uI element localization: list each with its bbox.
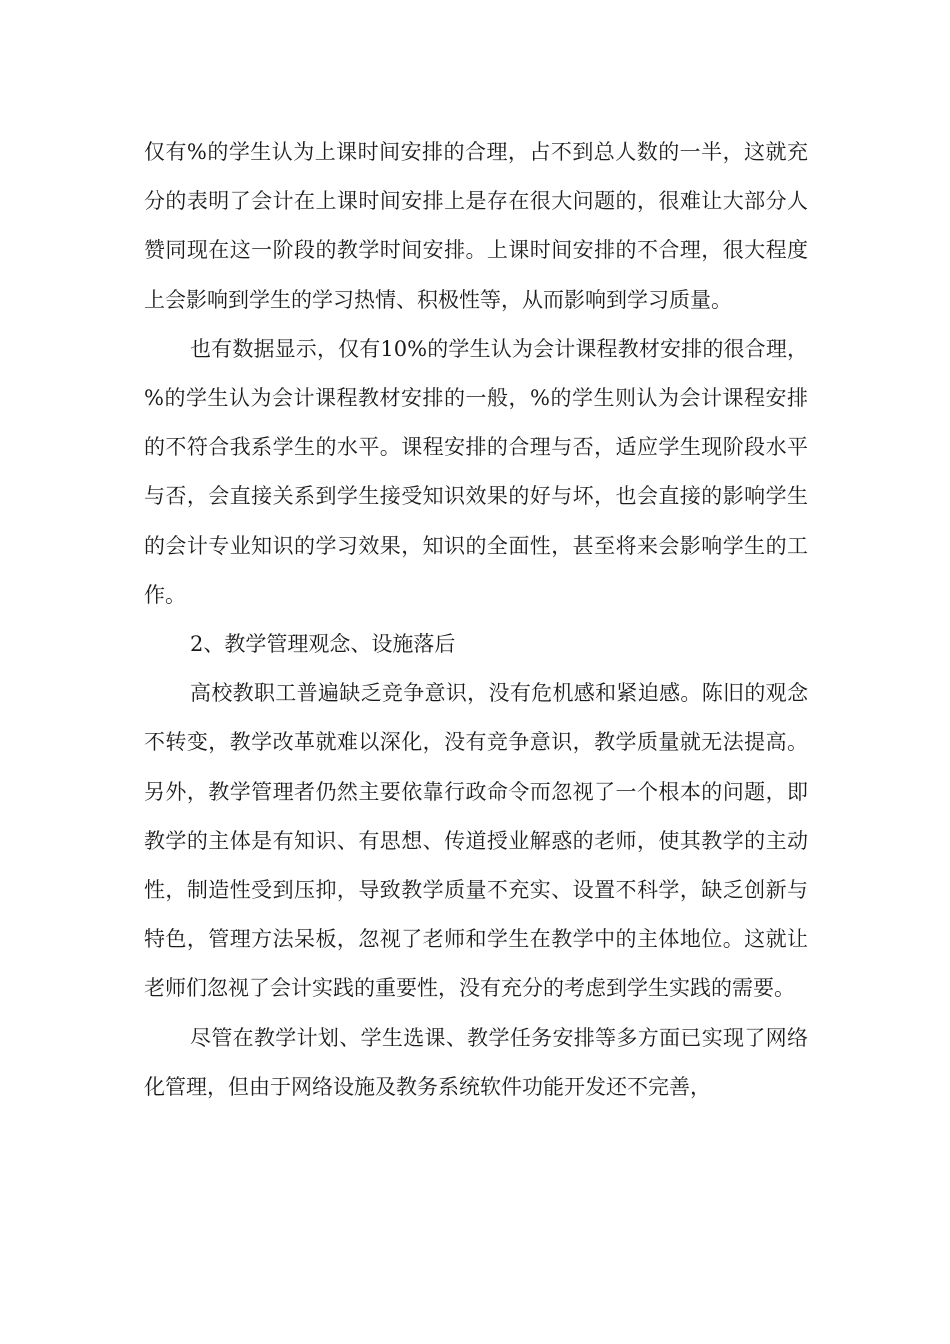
document-body [144, 128, 808, 1112]
paragraph-competition-awareness: 高校教职工普遍缺乏竞争意识，没有危机感和紧迫感。陈旧的观念不转变，教学改革就难以深化，没有竞争意识，教学质量就无法提高。另外，教学管理者仍然主要依靠行政命令而忽视了一个根本的问题，即教学的主体是有知识、有思想、传道授业解惑的老师，使其教学的主动性，制造性受到压抑，导致教学质量不充实、设置不科学，缺乏创新与特色，管理方法呆板，忽视了老师和学生在教学中的主体地位。这就让老师们忽视了会计实践的重要性，没有充分的考虑到学生实践的需要。 [144, 681, 808, 1001]
paragraph-textbook-data: 也有数据显示，仅有10%的学生认为会计课程教材安排的很合理，%的学生认为会计课程教材安排的一般，%的学生则认为会计课程安排的不符合我系学生的水平。课程安排的合理与否，适应学生现阶段水平与否，会直接关系到学生接受知识效果的好与坏，也会直接的影响学生的会计专业知识的学习效果，知识的全面性，甚至将来会影响学生的工作。 [144, 336, 808, 607]
section-heading-management: 2、教学管理观念、设施落后 [190, 632, 456, 657]
paragraph-class-time: 仅有%的学生认为上课时间安排的合理，占不到总人数的一半，这就充分的表明了会计在上课时间安排上是存在很大问题的，很难让大部分人赞同现在这一阶段的教学时间安排。上课时间安排的不合理，很大程度上会影响到学生的学习热情、积极性等，从而影响到学习质量。 [144, 140, 808, 312]
paragraph-network-management: 尽管在教学计划、学生选课、教学任务安排等多方面已实现了网络化管理，但由于网络设施及教务系统软件功能开发还不完善， [144, 1025, 808, 1099]
